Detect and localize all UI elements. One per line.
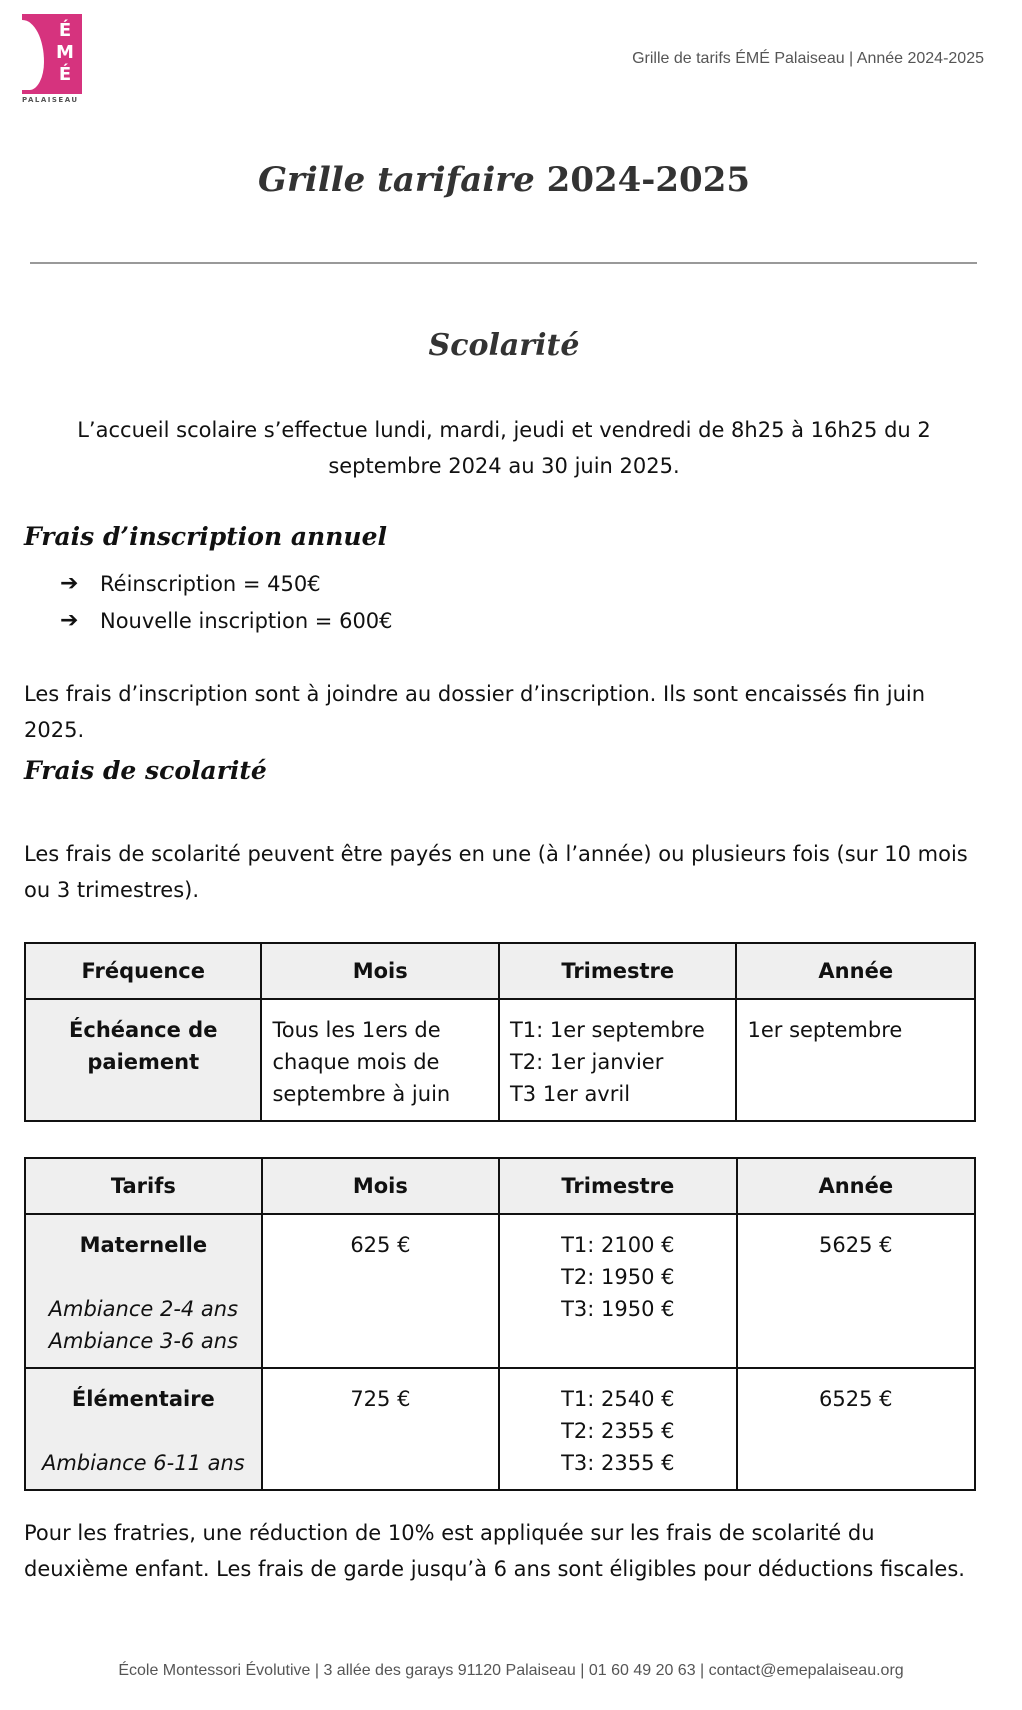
table-row (25, 999, 975, 1121)
ambiance-label: Ambiance 2-4 ans (48, 1297, 239, 1321)
cell-annee: 5625 € (737, 1214, 975, 1368)
inscription-list (60, 565, 393, 639)
cell-annee: 6525 € (737, 1368, 975, 1490)
header-info: Grille de tarifs ÉMÉ Palaiseau | Année 2024-2025 (632, 50, 984, 67)
section-title: Scolarité (428, 328, 580, 363)
table-header: Mois (261, 943, 499, 999)
table-header: Année (736, 943, 975, 999)
logo-mark (22, 14, 82, 94)
row-label: Maternelle Ambiance 2-4 ans Ambiance 3-6 ans (25, 1214, 262, 1368)
list-item (60, 565, 393, 602)
logo-letters: É M É (56, 20, 74, 85)
cell-mois: 625 € (262, 1214, 499, 1368)
intro-paragraph: L’accueil scolaire s’effectue lundi, mardi, jeudi et vendredi de 8h25 à 16h25 du 2 septembre 2024 au 30 juin 2025. (77, 418, 931, 478)
inscription-heading: Frais d’inscription annuel (24, 522, 387, 551)
cell-trimestre: T1: 1er septembre T2: 1er janvier T3 1er avril (499, 999, 737, 1121)
row-label: Élémentaire Ambiance 6-11 ans (25, 1368, 262, 1490)
list-item (60, 602, 393, 639)
list-item-text: Réinscription = 450€ (100, 571, 321, 596)
face-silhouette-icon (22, 20, 44, 90)
ambiance-label: Ambiance 3-6 ans (48, 1329, 239, 1353)
cell-annee: 1er septembre (736, 999, 975, 1121)
cell-mois: Tous les 1ers de chaque mois de septembre à juin (261, 999, 499, 1121)
table-row (25, 1368, 975, 1490)
arrow-right-icon: ➔ (60, 571, 79, 596)
table-header: Fréquence (25, 943, 261, 999)
table-header: Tarifs (25, 1158, 262, 1214)
table-row (25, 1214, 975, 1368)
table-header-row (25, 943, 975, 999)
tarifs-table (24, 1157, 976, 1491)
page-title (0, 160, 1008, 200)
table-header-row (25, 1158, 975, 1214)
ambiance-label: Ambiance 6-11 ans (41, 1451, 245, 1475)
cell-trimestre: T1: 2540 € T2: 2355 € T3: 2355 € (499, 1368, 737, 1490)
scolarite-heading: Frais de scolarité (24, 756, 267, 785)
footer-contact: École Montessori Évolutive | 3 allée des garays 91120 Palaiseau | 01 60 49 20 63 | contact@emepalaiseau.org (118, 1662, 904, 1679)
table-header: Mois (262, 1158, 499, 1214)
cell-mois: 725 € (262, 1368, 499, 1490)
row-label: Échéance de paiement (25, 999, 261, 1121)
fratries-note: Pour les fratries, une réduction de 10% est appliquée sur les frais de scolarité du deuxième enfant. Les frais de garde jusqu’à 6 ans sont éligibles pour déductions fiscales. (24, 1521, 965, 1581)
arrow-right-icon: ➔ (60, 608, 79, 633)
page-title-year: 2024-2025 (546, 160, 751, 200)
scolarite-note: Les frais de scolarité peuvent être payés en une (à l’année) ou plusieurs fois (sur 10 mois ou 3 trimestres). (24, 842, 968, 902)
inscription-note: Les frais d’inscription sont à joindre au dossier d’inscription. Ils sont encaissés fin juin 2025. (24, 682, 926, 742)
table-header: Trimestre (499, 1158, 737, 1214)
table-header: Trimestre (499, 943, 737, 999)
page-title-script: Grille tarifaire (257, 160, 535, 200)
title-divider (30, 262, 977, 264)
table-header: Année (737, 1158, 975, 1214)
cell-trimestre: T1: 2100 € T2: 1950 € T3: 1950 € (499, 1214, 737, 1368)
list-item-text: Nouvelle inscription = 600€ (100, 608, 393, 633)
school-logo (22, 14, 82, 104)
logo-subtitle: PALAISEAU (22, 96, 79, 104)
frequency-table (24, 942, 976, 1122)
